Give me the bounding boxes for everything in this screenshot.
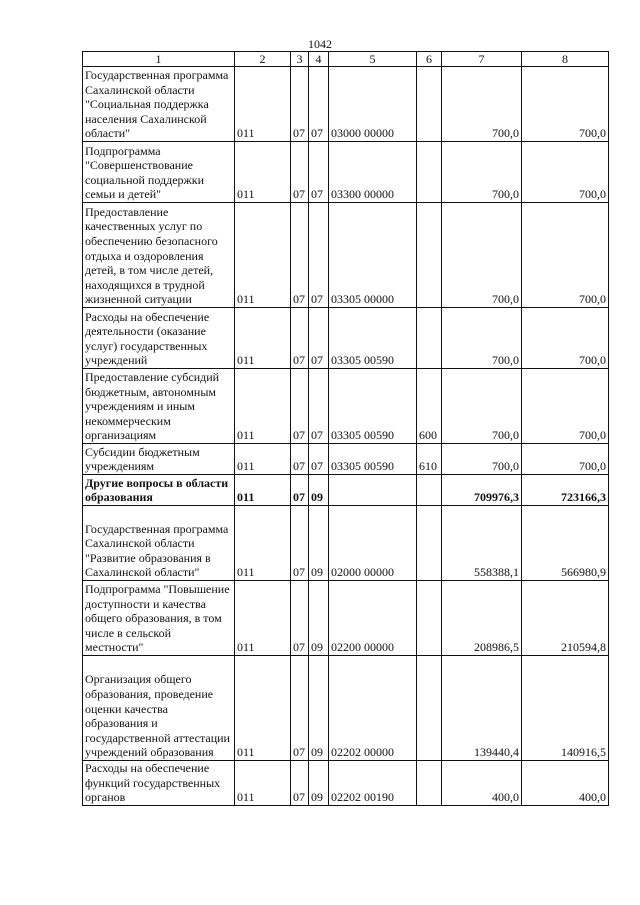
row-section-code: 07 — [291, 656, 309, 761]
header-cell-3: 3 — [291, 52, 309, 67]
row-section-code: 07 — [291, 581, 309, 656]
row-name-cell: Государственная программа Сахалинской области "Социальная поддержка населения Сахалинской области" — [83, 67, 235, 142]
row-expense-type-code — [417, 67, 442, 142]
header-cell-5: 5 — [329, 52, 417, 67]
row-section-code: 07 — [291, 506, 309, 581]
row-section-code: 07 — [291, 475, 309, 506]
row-amount-col7: 700,0 — [442, 308, 522, 369]
row-section-code: 07 — [291, 203, 309, 308]
table-row — [83, 656, 609, 761]
row-subsection-code: 09 — [309, 656, 329, 761]
row-ministry-code: 011 — [235, 506, 291, 581]
row-target-code — [329, 475, 417, 506]
row-subsection-code: 07 — [309, 142, 329, 203]
row-ministry-code: 011 — [235, 67, 291, 142]
row-subsection-code: 07 — [309, 369, 329, 444]
header-cell-6: 6 — [417, 52, 442, 67]
row-target-code: 02202 00000 — [329, 656, 417, 761]
row-subsection-code: 09 — [309, 761, 329, 806]
row-name-cell: Подпрограмма "Совершенствование социальной поддержки семьи и детей" — [83, 142, 235, 203]
row-target-code: 03305 00590 — [329, 444, 417, 475]
table-row — [83, 308, 609, 369]
table-row — [83, 506, 609, 581]
row-ministry-code: 011 — [235, 369, 291, 444]
row-target-code: 03000 00000 — [329, 67, 417, 142]
row-name-cell: Предоставление субсидий бюджетным, автономным учреждениям и иным некоммерческим организациям — [83, 369, 235, 444]
row-amount-col8: 723166,3 — [522, 475, 609, 506]
row-section-code: 07 — [291, 142, 309, 203]
row-ministry-code: 011 — [235, 444, 291, 475]
row-target-code: 02000 00000 — [329, 506, 417, 581]
row-amount-col7: 700,0 — [442, 203, 522, 308]
row-ministry-code: 011 — [235, 142, 291, 203]
row-subsection-code: 09 — [309, 581, 329, 656]
row-amount-col8: 140916,5 — [522, 656, 609, 761]
row-target-code: 03300 00000 — [329, 142, 417, 203]
row-expense-type-code — [417, 761, 442, 806]
row-expense-type-code — [417, 656, 442, 761]
row-expense-type-code: 600 — [417, 369, 442, 444]
row-name-cell: Организация общего образования, проведение оценки качества образования и государственной аттестации учреждений образования — [83, 656, 235, 761]
row-amount-col7: 558388,1 — [442, 506, 522, 581]
row-target-code: 02200 00000 — [329, 581, 417, 656]
row-ministry-code: 011 — [235, 475, 291, 506]
row-amount-col8: 700,0 — [522, 67, 609, 142]
row-section-code: 07 — [291, 369, 309, 444]
row-amount-col7: 700,0 — [442, 142, 522, 203]
header-row — [83, 52, 609, 67]
row-amount-col7: 208986,5 — [442, 581, 522, 656]
row-name-cell: Государственная программа Сахалинской области "Развитие образования в Сахалинской области" — [83, 506, 235, 581]
row-name-cell: Расходы на обеспечение деятельности (оказание услуг) государственных учреждений — [83, 308, 235, 369]
page-number: 1042 — [308, 37, 332, 51]
row-name-cell: Другие вопросы в области образования — [83, 475, 235, 506]
header-cell-8: 8 — [522, 52, 609, 67]
row-section-code: 07 — [291, 761, 309, 806]
row-expense-type-code — [417, 142, 442, 203]
header-cell-1: 1 — [83, 52, 235, 67]
row-amount-col7: 709976,3 — [442, 475, 522, 506]
row-amount-col8: 700,0 — [522, 142, 609, 203]
row-amount-col8: 700,0 — [522, 444, 609, 475]
row-expense-type-code — [417, 506, 442, 581]
row-amount-col7: 700,0 — [442, 369, 522, 444]
table-row — [83, 67, 609, 142]
row-expense-type-code — [417, 203, 442, 308]
row-ministry-code: 011 — [235, 656, 291, 761]
row-subsection-code: 07 — [309, 308, 329, 369]
row-expense-type-code — [417, 308, 442, 369]
table-row — [83, 475, 609, 506]
table-row — [83, 142, 609, 203]
row-amount-col8: 566980,9 — [522, 506, 609, 581]
row-subsection-code: 09 — [309, 506, 329, 581]
row-ministry-code: 011 — [235, 581, 291, 656]
row-ministry-code: 011 — [235, 761, 291, 806]
budget-table — [82, 51, 609, 806]
row-amount-col8: 210594,8 — [522, 581, 609, 656]
header-cell-2: 2 — [235, 52, 291, 67]
row-amount-col8: 700,0 — [522, 203, 609, 308]
header-cell-7: 7 — [442, 52, 522, 67]
row-target-code: 03305 00590 — [329, 369, 417, 444]
table-row — [83, 581, 609, 656]
header-cell-4: 4 — [309, 52, 329, 67]
row-expense-type-code — [417, 475, 442, 506]
row-amount-col7: 700,0 — [442, 444, 522, 475]
row-subsection-code: 09 — [309, 475, 329, 506]
row-expense-type-code — [417, 581, 442, 656]
row-target-code: 02202 00190 — [329, 761, 417, 806]
row-subsection-code: 07 — [309, 444, 329, 475]
row-amount-col7: 400,0 — [442, 761, 522, 806]
row-ministry-code: 011 — [235, 203, 291, 308]
row-name-cell: Предоставление качественных услуг по обеспечению безопасного отдыха и оздоровления детей, в том числе детей, находящихся в трудной жизненной ситуации — [83, 203, 235, 308]
table-row — [83, 369, 609, 444]
table-row — [83, 444, 609, 475]
row-target-code: 03305 00000 — [329, 203, 417, 308]
row-amount-col7: 700,0 — [442, 67, 522, 142]
row-section-code: 07 — [291, 308, 309, 369]
row-expense-type-code: 610 — [417, 444, 442, 475]
row-amount-col7: 139440,4 — [442, 656, 522, 761]
table-row — [83, 761, 609, 806]
row-section-code: 07 — [291, 67, 309, 142]
row-target-code: 03305 00590 — [329, 308, 417, 369]
row-name-cell: Расходы на обеспечение функций государственных органов — [83, 761, 235, 806]
row-ministry-code: 011 — [235, 308, 291, 369]
row-name-cell: Субсидии бюджетным учреждениям — [83, 444, 235, 475]
row-amount-col8: 700,0 — [522, 308, 609, 369]
table-row — [83, 203, 609, 308]
row-amount-col8: 700,0 — [522, 369, 609, 444]
row-subsection-code: 07 — [309, 67, 329, 142]
row-name-cell: Подпрограмма "Повышение доступности и качества общего образования, в том числе в сельской местности" — [83, 581, 235, 656]
table-body — [83, 52, 609, 806]
row-section-code: 07 — [291, 444, 309, 475]
row-subsection-code: 07 — [309, 203, 329, 308]
row-amount-col8: 400,0 — [522, 761, 609, 806]
